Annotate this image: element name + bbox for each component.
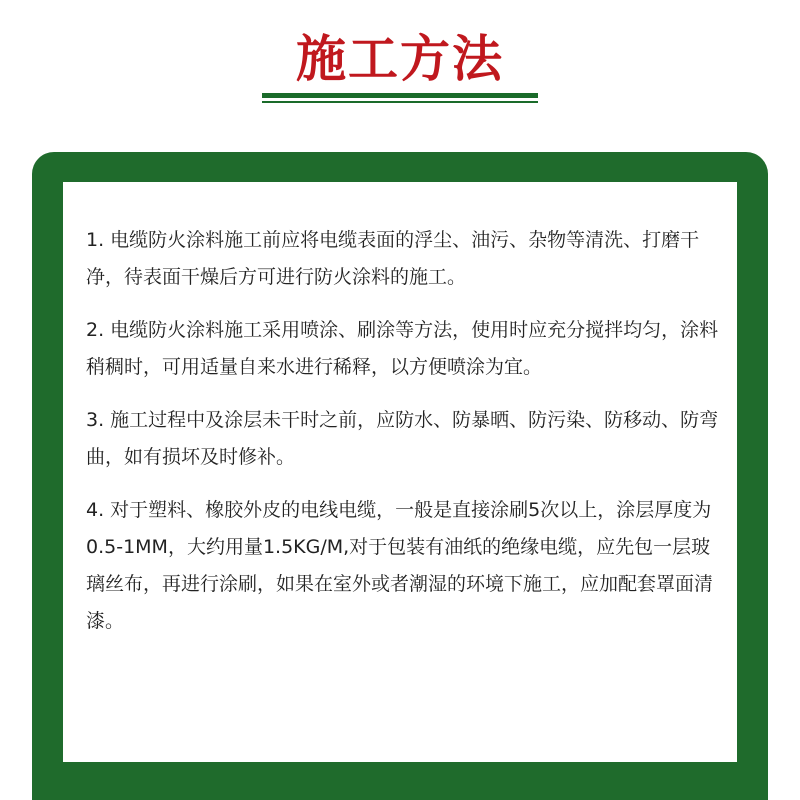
instruction-item-1: 1. 电缆防火涂料施工前应将电缆表面的浮尘、油污、杂物等清洗、打磨干净，待表面干燥后方可进行防火涂料的施工。 [86, 229, 700, 288]
title-underline-thin [262, 101, 538, 103]
instruction-item-3: 3. 施工过程中及涂层未干时之前，应防水、防暴晒、防污染、防移动、防弯曲，如有损坏及时修补。 [86, 409, 719, 468]
page-title: 施工方法 [296, 30, 504, 88]
title-underline-thick [262, 93, 538, 98]
instruction-item-4: 4. 对于塑料、橡胶外皮的电线电缆，一般是直接涂刷5次以上，涂层厚度为0.5-1MM，大约用量1.5KG/M,对于包装有油纸的绝缘电缆，应先包一层玻璃丝布，再进行涂刷，如果在室外或者潮湿的环境下施工，应加配套罩面清漆。 [86, 499, 714, 632]
instructions-list [86, 222, 726, 656]
instruction-item-2: 2. 电缆防火涂料施工采用喷涂、刷涂等方法，使用时应充分搅拌均匀，涂料稍稠时，可用适量自来水进行稀释，以方便喷涂为宜。 [86, 319, 719, 378]
